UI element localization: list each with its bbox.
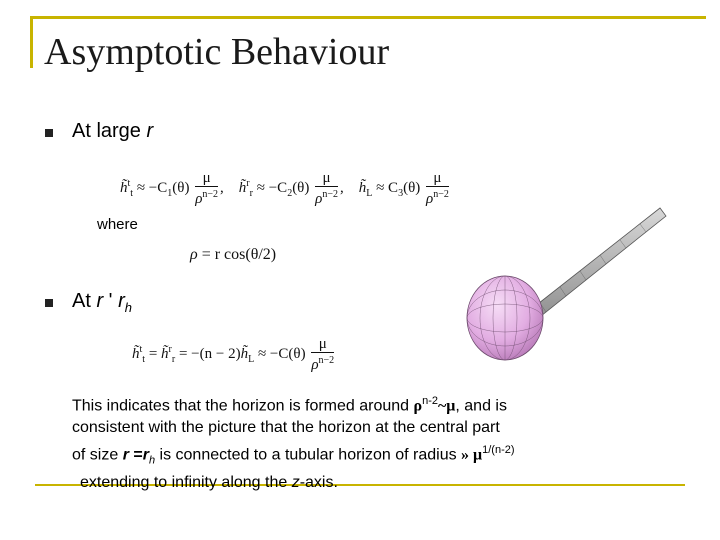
eq1-term1-den-exp: n−2 bbox=[202, 189, 219, 200]
equation-large-r bbox=[120, 170, 451, 207]
eq1-term3-h: h̃ bbox=[358, 179, 367, 196]
eq2-den-rho: ρ bbox=[311, 357, 319, 373]
eq2-den-exp: n−2 bbox=[318, 355, 335, 366]
eq2-h2: h̃ bbox=[161, 345, 169, 362]
bullet-2-var-r: r bbox=[96, 290, 104, 312]
bullet-2-approx: ' bbox=[103, 290, 119, 312]
eq1-term1-arg: (θ) bbox=[172, 179, 190, 196]
eq-rho-rhs: = r cos(θ/2) bbox=[197, 246, 277, 263]
eq2-den bbox=[311, 353, 334, 373]
text-l3b: is connected to a tubular horizon of radius bbox=[155, 446, 462, 464]
eq2-rel: = −(n − 2) bbox=[175, 345, 241, 362]
eq1-term3-num: μ bbox=[426, 170, 449, 187]
eq1-term1-den bbox=[195, 187, 218, 207]
text-mu-exp: 1/(n-2) bbox=[482, 444, 515, 457]
eq1-term1-h: h̃ bbox=[120, 179, 128, 196]
eq1-term3-den-exp: n−2 bbox=[433, 189, 449, 200]
equation-rho bbox=[190, 246, 276, 264]
eq2-sup2: r bbox=[168, 343, 172, 355]
eq2-h1: h̃ bbox=[132, 345, 140, 362]
eq1-term1-sub: t bbox=[130, 187, 134, 199]
eq1-term2-den bbox=[315, 187, 338, 207]
eq1-term2-den-exp: n−2 bbox=[322, 189, 338, 200]
eq1-term2-den-rho: ρ bbox=[315, 191, 323, 207]
text-rho-exp: n-2 bbox=[422, 395, 438, 407]
eq1-term3-den bbox=[426, 187, 449, 207]
text-rh: r bbox=[142, 446, 149, 464]
eq2-rel2: ≈ −C(θ) bbox=[254, 345, 306, 362]
bullet-1-label: At large bbox=[72, 120, 147, 142]
slide-title: Asymptotic Behaviour bbox=[44, 31, 390, 73]
where-label: where bbox=[97, 216, 138, 233]
text-eq: = bbox=[128, 446, 143, 464]
eq1-term1-fraction bbox=[195, 170, 218, 207]
text-l4a: extending to infinity along the bbox=[80, 473, 292, 491]
explanation-line-4 bbox=[72, 472, 632, 494]
bullet-2-sub-h: h bbox=[124, 300, 132, 315]
explanation-line-1 bbox=[72, 390, 632, 417]
text-sim-mu: ~μ bbox=[437, 397, 456, 415]
eq-rho-lhs: ρ bbox=[190, 246, 198, 263]
eq1-term2-fraction bbox=[315, 170, 338, 207]
eq2-sub1: t bbox=[142, 353, 146, 365]
text-z: z bbox=[291, 473, 300, 491]
eq1-term3-idx: 3 bbox=[398, 187, 404, 199]
eq2-num: μ bbox=[311, 336, 334, 353]
frame-left-line bbox=[30, 16, 33, 68]
eq1-sep-2: , bbox=[339, 179, 344, 196]
eq1-sep-1: , bbox=[220, 179, 224, 196]
equation-near-horizon bbox=[132, 336, 336, 373]
eq2-sub3: L bbox=[248, 353, 255, 365]
eq1-term2-arg: (θ) bbox=[292, 179, 310, 196]
frame-top-line bbox=[30, 16, 706, 19]
eq1-term2-num: μ bbox=[315, 170, 338, 187]
eq1-term3-rel: ≈ C bbox=[376, 179, 399, 196]
eq1-term2-h: h̃ bbox=[238, 179, 247, 196]
eq1-term1-rel: ≈ −C bbox=[136, 179, 168, 196]
eq2-sup1: t bbox=[139, 343, 143, 355]
text-l3a: of size bbox=[72, 446, 123, 464]
eq1-term2-idx: 2 bbox=[287, 187, 293, 199]
eq1-term2-sub: r bbox=[249, 187, 253, 199]
eq2-sub2: r bbox=[171, 353, 176, 365]
text-l4b: -axis. bbox=[299, 473, 338, 491]
explanation-paragraph bbox=[72, 390, 632, 494]
explanation-line-3 bbox=[72, 439, 632, 472]
horizon-shape-figure bbox=[460, 200, 680, 390]
explanation-line-2: consistent with the picture that the horizon at the central part bbox=[72, 419, 500, 437]
bullet-2-var-rh: r bbox=[118, 290, 125, 312]
eq1-term2-rel: ≈ −C bbox=[256, 179, 288, 196]
text-rh-sub: h bbox=[148, 454, 156, 467]
eq1-term1-den-rho: ρ bbox=[195, 191, 203, 207]
eq1-term3-den-rho: ρ bbox=[426, 191, 434, 207]
bullet-1-text bbox=[72, 120, 153, 143]
bullet-marker-1 bbox=[45, 129, 53, 137]
text-mu: μ bbox=[469, 446, 483, 464]
eq1-term3-sub: L bbox=[366, 187, 373, 199]
text-rho: ρ bbox=[413, 397, 423, 415]
bullet-2-text bbox=[72, 290, 132, 315]
eq1-term3-arg: (θ) bbox=[403, 179, 421, 196]
eq1-term2-sup: r bbox=[246, 177, 250, 189]
eq1-term3-fraction bbox=[426, 170, 449, 207]
eq1-term1-idx: 1 bbox=[167, 187, 173, 199]
text-l1b: , and is bbox=[455, 397, 507, 415]
bullet-marker-2 bbox=[45, 299, 53, 307]
eq1-term1-num: μ bbox=[195, 170, 218, 187]
text-approx: » bbox=[461, 446, 470, 464]
eq2-h3: h̃ bbox=[240, 345, 249, 362]
eq2-equals: = bbox=[145, 345, 162, 362]
text-l1a: This indicates that the horizon is formed around bbox=[72, 397, 414, 415]
bullet-1-var: r bbox=[146, 120, 154, 142]
text-r: r bbox=[122, 446, 129, 464]
eq2-fraction bbox=[311, 336, 334, 373]
eq1-term1-sup: t bbox=[127, 177, 131, 189]
bullet-2-label: At bbox=[72, 290, 97, 312]
